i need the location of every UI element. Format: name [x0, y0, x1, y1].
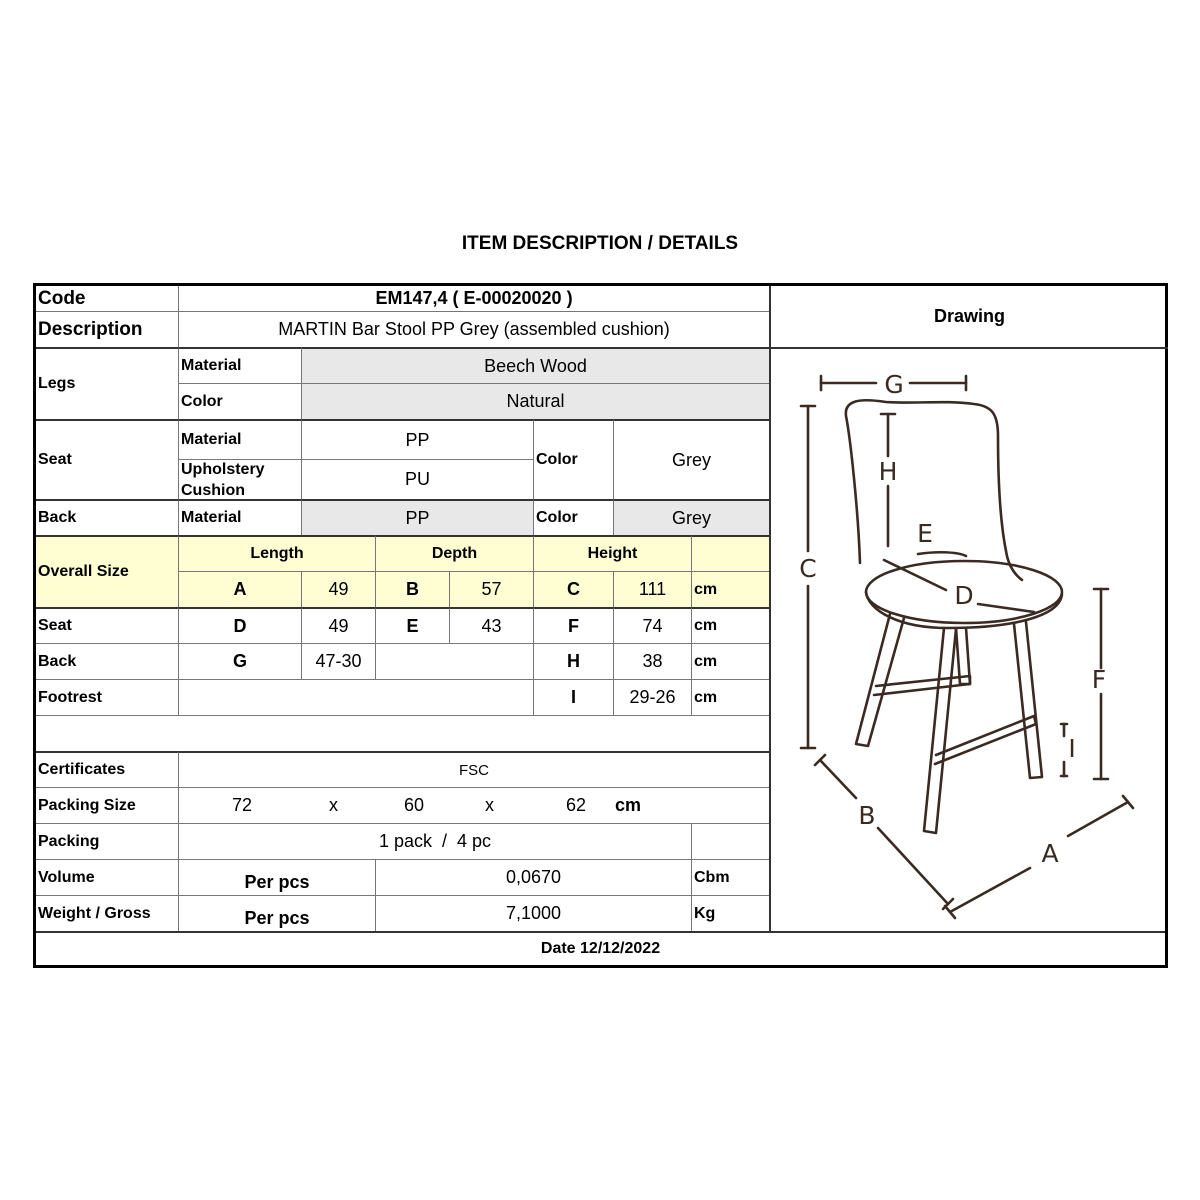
drawing-label-e: E	[917, 519, 933, 548]
date-footer: Date 12/12/2022	[36, 931, 1165, 965]
packing-empty-cell	[691, 823, 769, 859]
overall-b-letter: B	[375, 571, 449, 607]
seat-e-letter: E	[375, 607, 449, 643]
drawing-label-c: C	[799, 554, 817, 583]
packing-size-row	[178, 787, 769, 823]
length-header: Length	[178, 535, 375, 571]
drawing-label-a: A	[1041, 839, 1059, 868]
back-color-label: Color	[533, 499, 613, 535]
dim-b-line-top	[820, 760, 856, 798]
footrest-unit: cm	[691, 679, 769, 715]
footrest-empty-cell	[178, 679, 533, 715]
seat-color-label: Color	[533, 419, 613, 499]
back-h-letter: H	[533, 643, 613, 679]
drawing-label-i: I	[1068, 734, 1076, 763]
dim-d-line-right	[978, 604, 1034, 612]
leg-back-right	[1014, 622, 1042, 778]
seat-size-label: Seat	[36, 607, 178, 643]
back-color-value: Grey	[613, 499, 769, 535]
dim-a-cap-bottom	[945, 906, 955, 918]
seat-label: Seat	[36, 419, 178, 499]
seat-d-value: 49	[301, 607, 375, 643]
weight-label: Weight / Gross	[36, 895, 178, 931]
seat-d-letter: D	[178, 607, 301, 643]
leg-front-left	[856, 614, 904, 746]
back-material-label: Material	[178, 499, 301, 535]
seat-f-letter: F	[533, 607, 613, 643]
footrest-left	[874, 676, 970, 695]
certificates-value: FSC	[178, 751, 769, 787]
code-value: EM147,4 ( E-00020020 )	[178, 286, 769, 311]
back-size-label: Back	[36, 643, 178, 679]
footrest-i-value: 29-26	[613, 679, 691, 715]
overall-b-value: 57	[449, 571, 533, 607]
footrest-label: Footrest	[36, 679, 178, 715]
back-g-letter: G	[178, 643, 301, 679]
legs-color-label: Color	[178, 383, 301, 419]
back-label: Back	[36, 499, 178, 535]
volume-label: Volume	[36, 859, 178, 895]
drawing-label-f: F	[1091, 665, 1107, 694]
packing-value: 1 pack / 4 pc	[178, 823, 691, 859]
footrest-i-letter: I	[533, 679, 613, 715]
legs-color-value: Natural	[301, 383, 769, 419]
dim-e-line	[918, 552, 966, 556]
cushion-text: Cushion	[181, 481, 245, 499]
description-label: Description	[36, 311, 178, 347]
back-unit: cm	[691, 643, 769, 679]
packing-dim-c: 62	[565, 795, 587, 815]
legs-label: Legs	[36, 347, 178, 419]
seat-upholstery-value: PU	[301, 459, 533, 499]
bar-stool-drawing	[768, 346, 1165, 928]
packing-dim-a: 72	[231, 795, 253, 815]
weight-per-pcs: Per pcs	[178, 895, 375, 931]
overall-c-letter: C	[533, 571, 613, 607]
legs-material-label: Material	[178, 347, 301, 383]
dim-a-line-bottom	[950, 868, 1030, 912]
seat-upholstery-label	[178, 459, 301, 499]
code-label: Code	[38, 287, 86, 309]
drawing-header: Drawing	[769, 286, 1168, 347]
packing-x-2: x	[485, 795, 494, 815]
packing-label: Packing	[36, 823, 178, 859]
overall-unit: cm	[691, 571, 769, 607]
dim-a-cap-top	[1123, 796, 1133, 808]
packing-size-label: Packing Size	[36, 787, 178, 823]
overall-size-label: Overall Size	[36, 535, 178, 607]
seat-material-label: Material	[178, 419, 301, 459]
description-value: MARTIN Bar Stool PP Grey (assembled cushion)	[178, 311, 769, 347]
page-title: ITEM DESCRIPTION / DETAILS	[461, 233, 739, 254]
seat-f-value: 74	[613, 607, 691, 643]
overall-c-value: 111	[613, 571, 691, 607]
footrest-front	[935, 716, 1036, 764]
packing-unit: cm	[615, 795, 642, 815]
unit-header	[691, 535, 769, 571]
volume-per-pcs: Per pcs	[178, 859, 375, 895]
certificates-label: Certificates	[36, 751, 178, 787]
seat-color-value: Grey	[613, 419, 769, 499]
drawing-label-d: D	[954, 581, 974, 610]
spacer-row	[36, 715, 769, 751]
dim-b-line-bottom	[878, 828, 948, 904]
back-g-value: 47-30	[301, 643, 375, 679]
legs-material-value: Beech Wood	[301, 347, 769, 383]
volume-value: 0,0670	[375, 859, 691, 895]
seat-material-value: PP	[301, 419, 533, 459]
height-header: Height	[533, 535, 691, 571]
dim-a-line-top	[1068, 802, 1128, 836]
back-material-value: PP	[301, 499, 533, 535]
seat-e-value: 43	[449, 607, 533, 643]
back-h-value: 38	[613, 643, 691, 679]
packing-dim-b: 60	[403, 795, 425, 815]
packing-x-1: x	[329, 795, 338, 815]
volume-unit: Cbm	[691, 859, 769, 895]
overall-a-value: 49	[301, 571, 375, 607]
overall-a-letter: A	[178, 571, 301, 607]
seat-unit: cm	[691, 607, 769, 643]
depth-header: Depth	[375, 535, 533, 571]
weight-value: 7,1000	[375, 895, 691, 931]
back-empty-cell	[375, 643, 533, 679]
drawing-label-g: G	[884, 370, 904, 399]
weight-unit: Kg	[691, 895, 769, 931]
upholstery-text: Upholstery	[181, 460, 265, 478]
drawing-label-h: H	[878, 457, 898, 486]
leg-front-right	[924, 628, 956, 833]
drawing-label-b: B	[858, 801, 876, 830]
